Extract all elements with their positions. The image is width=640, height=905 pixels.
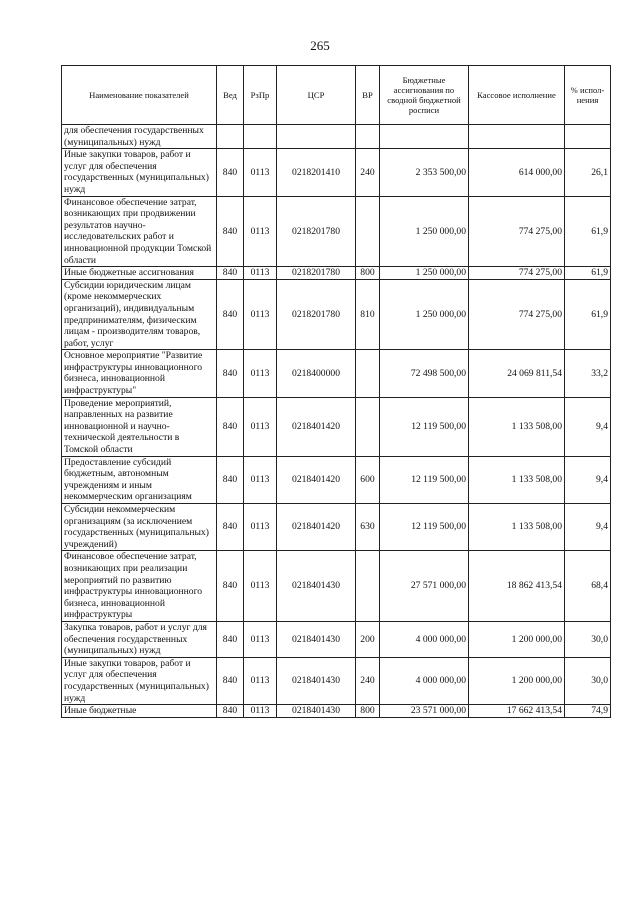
row-budget bbox=[380, 125, 469, 149]
row-rzpr: 0113 bbox=[244, 621, 277, 657]
row-rzpr: 0113 bbox=[244, 397, 277, 456]
row-name: Субсидии некоммерческим организациям (за исключением государственных (муниципальных) учреждений) bbox=[62, 504, 217, 551]
row-csr: 0218201780 bbox=[277, 267, 356, 280]
row-name: Проведение мероприятий, направленных на развитие инновационной и научно-технической деятельности в Томской области bbox=[62, 397, 217, 456]
row-name: Финансовое обеспечение затрат, возникающих при реализации мероприятий по развитию инфраструктуры инновационного бизнеса, инновационной инфраструктуры bbox=[62, 551, 217, 622]
row-rzpr: 0113 bbox=[244, 149, 277, 196]
row-name: Иные бюджетные bbox=[62, 705, 217, 718]
row-vr: 800 bbox=[356, 267, 380, 280]
row-percent: 30,0 bbox=[565, 657, 611, 704]
row-vr: 240 bbox=[356, 149, 380, 196]
table-row bbox=[62, 196, 611, 267]
row-cash: 774 275,00 bbox=[469, 279, 565, 350]
row-csr: 0218401420 bbox=[277, 456, 356, 503]
row-vr: 240 bbox=[356, 657, 380, 704]
row-percent: 30,0 bbox=[565, 621, 611, 657]
row-percent: 61,9 bbox=[565, 196, 611, 267]
row-name: Иные закупки товаров, работ и услуг для обеспечения государственных (муниципальных) нужд bbox=[62, 149, 217, 196]
row-budget: 12 119 500,00 bbox=[380, 504, 469, 551]
row-name: Основное мероприятие "Развитие инфраструктуры инновационного бизнеса, инновационной инфраструктуры" bbox=[62, 350, 217, 397]
row-ved: 840 bbox=[217, 621, 244, 657]
row-percent: 61,9 bbox=[565, 279, 611, 350]
row-ved: 840 bbox=[217, 551, 244, 622]
row-csr: 0218401420 bbox=[277, 504, 356, 551]
row-csr bbox=[277, 125, 356, 149]
row-rzpr: 0113 bbox=[244, 350, 277, 397]
row-csr: 0218201780 bbox=[277, 196, 356, 267]
row-budget: 1 250 000,00 bbox=[380, 196, 469, 267]
row-percent: 74,9 bbox=[565, 705, 611, 718]
row-vr: 800 bbox=[356, 705, 380, 718]
row-rzpr: 0113 bbox=[244, 705, 277, 718]
row-percent: 9,4 bbox=[565, 504, 611, 551]
row-csr: 0218401430 bbox=[277, 657, 356, 704]
row-rzpr: 0113 bbox=[244, 504, 277, 551]
table-row bbox=[62, 397, 611, 456]
row-cash: 24 069 811,54 bbox=[469, 350, 565, 397]
row-percent: 61,9 bbox=[565, 267, 611, 280]
row-cash: 1 200 000,00 bbox=[469, 621, 565, 657]
row-name: Финансовое обеспечение затрат, возникающих при продвижении результатов научно-исследовательских работ и инновационной продукции Томской области bbox=[62, 196, 217, 267]
budget-execution-table bbox=[61, 65, 611, 718]
table-row bbox=[62, 551, 611, 622]
row-ved: 840 bbox=[217, 504, 244, 551]
row-ved: 840 bbox=[217, 196, 244, 267]
row-budget: 12 119 500,00 bbox=[380, 456, 469, 503]
row-budget: 27 571 000,00 bbox=[380, 551, 469, 622]
header-name: Наименование показателей bbox=[62, 66, 217, 125]
row-cash: 17 662 413,54 bbox=[469, 705, 565, 718]
header-percent: % испол-нения bbox=[565, 66, 611, 125]
row-percent: 9,4 bbox=[565, 456, 611, 503]
row-name: для обеспечения государственных (муниципальных) нужд bbox=[62, 125, 217, 149]
row-ved: 840 bbox=[217, 456, 244, 503]
row-vr bbox=[356, 350, 380, 397]
table-header-row bbox=[62, 66, 611, 125]
row-budget: 1 250 000,00 bbox=[380, 279, 469, 350]
header-rzpr: РзПр bbox=[244, 66, 277, 125]
row-name: Предоставление субсидий бюджетным, автономным учреждениям и иным некоммерческим организациям bbox=[62, 456, 217, 503]
row-budget: 72 498 500,00 bbox=[380, 350, 469, 397]
row-rzpr: 0113 bbox=[244, 456, 277, 503]
row-csr: 0218401430 bbox=[277, 705, 356, 718]
row-csr: 0218201410 bbox=[277, 149, 356, 196]
row-ved: 840 bbox=[217, 705, 244, 718]
row-rzpr bbox=[244, 125, 277, 149]
row-ved: 840 bbox=[217, 657, 244, 704]
row-budget: 4 000 000,00 bbox=[380, 657, 469, 704]
row-csr: 0218401420 bbox=[277, 397, 356, 456]
row-cash: 18 862 413,54 bbox=[469, 551, 565, 622]
row-ved: 840 bbox=[217, 267, 244, 280]
row-cash bbox=[469, 125, 565, 149]
row-ved: 840 bbox=[217, 397, 244, 456]
page-number: 265 bbox=[310, 38, 330, 53]
row-percent: 26,1 bbox=[565, 149, 611, 196]
row-name: Иные закупки товаров, работ и услуг для обеспечения государственных (муниципальных) нужд bbox=[62, 657, 217, 704]
row-csr: 0218201780 bbox=[277, 279, 356, 350]
row-percent: 33,2 bbox=[565, 350, 611, 397]
row-budget: 12 119 500,00 bbox=[380, 397, 469, 456]
row-name: Закупка товаров, работ и услуг для обеспечения государственных (муниципальных) нужд bbox=[62, 621, 217, 657]
header-cash: Кассовое исполнение bbox=[469, 66, 565, 125]
table-row bbox=[62, 279, 611, 350]
row-vr bbox=[356, 551, 380, 622]
table-row bbox=[62, 657, 611, 704]
row-cash: 1 133 508,00 bbox=[469, 504, 565, 551]
table-row bbox=[62, 125, 611, 149]
row-rzpr: 0113 bbox=[244, 279, 277, 350]
header-vr: ВР bbox=[356, 66, 380, 125]
table-row bbox=[62, 456, 611, 503]
row-ved: 840 bbox=[217, 350, 244, 397]
header-csr: ЦСР bbox=[277, 66, 356, 125]
row-cash: 774 275,00 bbox=[469, 196, 565, 267]
row-vr: 630 bbox=[356, 504, 380, 551]
row-rzpr: 0113 bbox=[244, 657, 277, 704]
row-vr bbox=[356, 397, 380, 456]
row-name: Иные бюджетные ассигнования bbox=[62, 267, 217, 280]
row-cash: 614 000,00 bbox=[469, 149, 565, 196]
row-csr: 0218401430 bbox=[277, 621, 356, 657]
row-ved: 840 bbox=[217, 279, 244, 350]
row-budget: 1 250 000,00 bbox=[380, 267, 469, 280]
table-row bbox=[62, 267, 611, 280]
table-row bbox=[62, 621, 611, 657]
row-cash: 774 275,00 bbox=[469, 267, 565, 280]
row-rzpr: 0113 bbox=[244, 551, 277, 622]
row-percent bbox=[565, 125, 611, 149]
row-vr: 810 bbox=[356, 279, 380, 350]
row-name: Субсидии юридическим лицам (кроме некоммерческих организаций), индивидуальным предпринимателям, физическим лицам - производителям товаров, работ, услуг bbox=[62, 279, 217, 350]
header-budget: Бюджетные ассигнования по сводной бюджетной росписи bbox=[380, 66, 469, 125]
header-ved: Вед bbox=[217, 66, 244, 125]
row-percent: 9,4 bbox=[565, 397, 611, 456]
row-budget: 4 000 000,00 bbox=[380, 621, 469, 657]
row-budget: 23 571 000,00 bbox=[380, 705, 469, 718]
row-percent: 68,4 bbox=[565, 551, 611, 622]
row-csr: 0218401430 bbox=[277, 551, 356, 622]
row-ved bbox=[217, 125, 244, 149]
row-rzpr: 0113 bbox=[244, 267, 277, 280]
row-vr bbox=[356, 125, 380, 149]
table-row bbox=[62, 149, 611, 196]
row-cash: 1 200 000,00 bbox=[469, 657, 565, 704]
row-budget: 2 353 500,00 bbox=[380, 149, 469, 196]
row-ved: 840 bbox=[217, 149, 244, 196]
row-cash: 1 133 508,00 bbox=[469, 397, 565, 456]
row-vr: 600 bbox=[356, 456, 380, 503]
table-row bbox=[62, 350, 611, 397]
row-csr: 0218400000 bbox=[277, 350, 356, 397]
row-vr bbox=[356, 196, 380, 267]
table-row bbox=[62, 705, 611, 718]
row-cash: 1 133 508,00 bbox=[469, 456, 565, 503]
row-vr: 200 bbox=[356, 621, 380, 657]
row-rzpr: 0113 bbox=[244, 196, 277, 267]
table-row bbox=[62, 504, 611, 551]
